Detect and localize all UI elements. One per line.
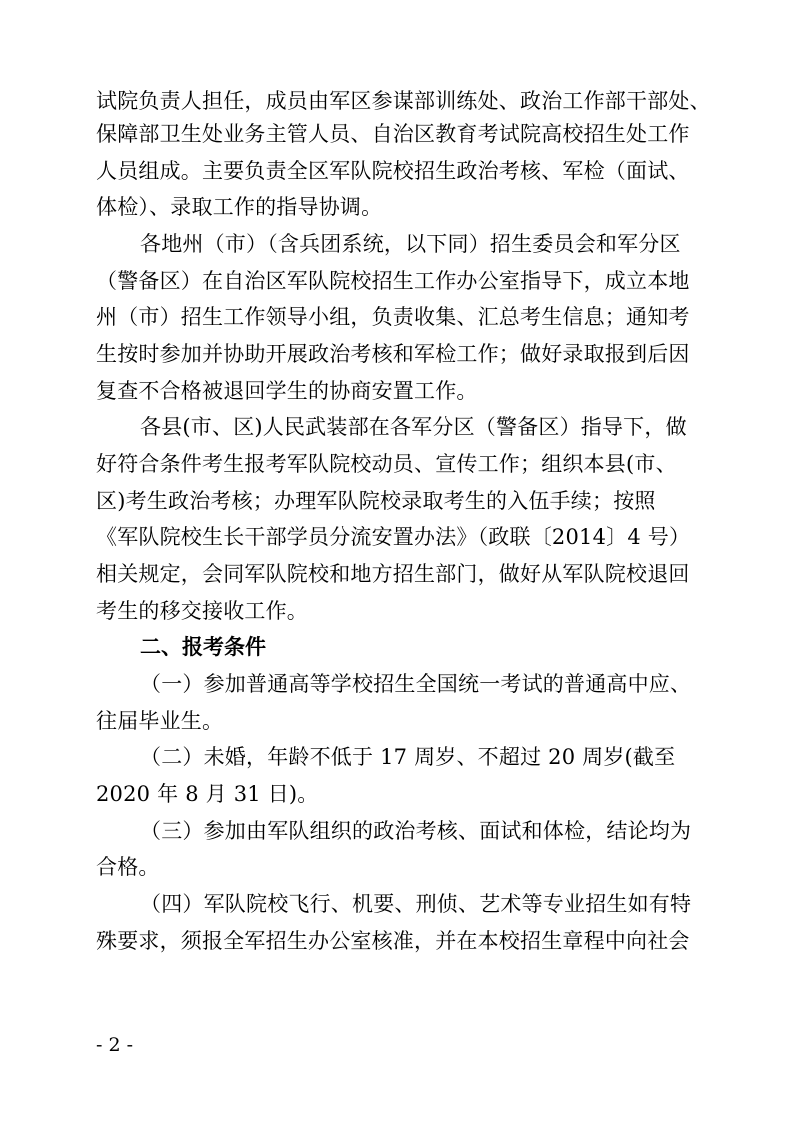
paragraph-line: （二）未婚，年龄不低于 17 周岁、不超过 20 周岁(截至 bbox=[140, 745, 676, 769]
paragraph-line: 人员组成。主要负责全区军队院校招生政治考核、军检（面试、 bbox=[96, 159, 690, 183]
paragraph-line: 考生的移交接收工作。 bbox=[96, 599, 308, 623]
paragraph-line: 《军队院校生长干部学员分流安置办法》（政联〔2014〕4 号） bbox=[96, 525, 691, 549]
paragraph-line: 合格。 bbox=[96, 855, 160, 879]
paragraph-line: 2020 年 8 月 31 日)。 bbox=[96, 782, 319, 806]
paragraph-line: （警备区）在自治区军队院校招生工作办公室指导下，成立本地 bbox=[96, 269, 690, 293]
paragraph-line: 复查不合格被退回学生的协商安置工作。 bbox=[96, 379, 478, 403]
paragraph-line: 保障部卫生处业务主管人员、自治区教育考试院高校招生处工作 bbox=[96, 122, 690, 146]
section-heading: 二、报考条件 bbox=[140, 635, 266, 659]
paragraph-line: 殊要求，须报全军招生办公室核准，并在本校招生章程中向社会 bbox=[96, 929, 690, 953]
paragraph-line: 好符合条件考生报考军队院校动员、宣传工作；组织本县(市、 bbox=[96, 452, 677, 476]
paragraph-line: （一）参加普通高等学校招生全国统一考试的普通高中应、 bbox=[140, 672, 692, 696]
page-number: - 2 - bbox=[96, 1034, 134, 1056]
paragraph-line: 各地州（市）（含兵团系统，以下同）招生委员会和军分区 bbox=[140, 232, 681, 256]
paragraph-line: 往届毕业生。 bbox=[96, 709, 224, 733]
paragraph-line: 州（市）招生工作领导小组，负责收集、汇总考生信息；通知考 bbox=[96, 305, 690, 329]
paragraph-line: 相关规定，会同军队院校和地方招生部门，做好从军队院校退回 bbox=[96, 562, 690, 586]
paragraph-line: 试院负责人担任，成员由军区参谋部训练处、政治工作部干部处、 bbox=[96, 89, 711, 113]
paragraph-line: 生按时参加并协助开展政治考核和军检工作；做好录取报到后因 bbox=[96, 342, 690, 366]
paragraph-line: （四）军队院校飞行、机要、刑侦、艺术等专业招生如有特 bbox=[140, 892, 692, 916]
paragraph-line: 体检）、录取工作的指导协调。 bbox=[96, 195, 383, 219]
paragraph-line: 区)考生政治考核；办理军队院校录取考生的入伍手续；按照 bbox=[96, 489, 656, 513]
paragraph-line: （三）参加由军队组织的政治考核、面试和体检，结论均为 bbox=[140, 819, 692, 843]
paragraph-line: 各县(市、区)人民武装部在各军分区（警备区）指导下，做 bbox=[140, 415, 687, 439]
